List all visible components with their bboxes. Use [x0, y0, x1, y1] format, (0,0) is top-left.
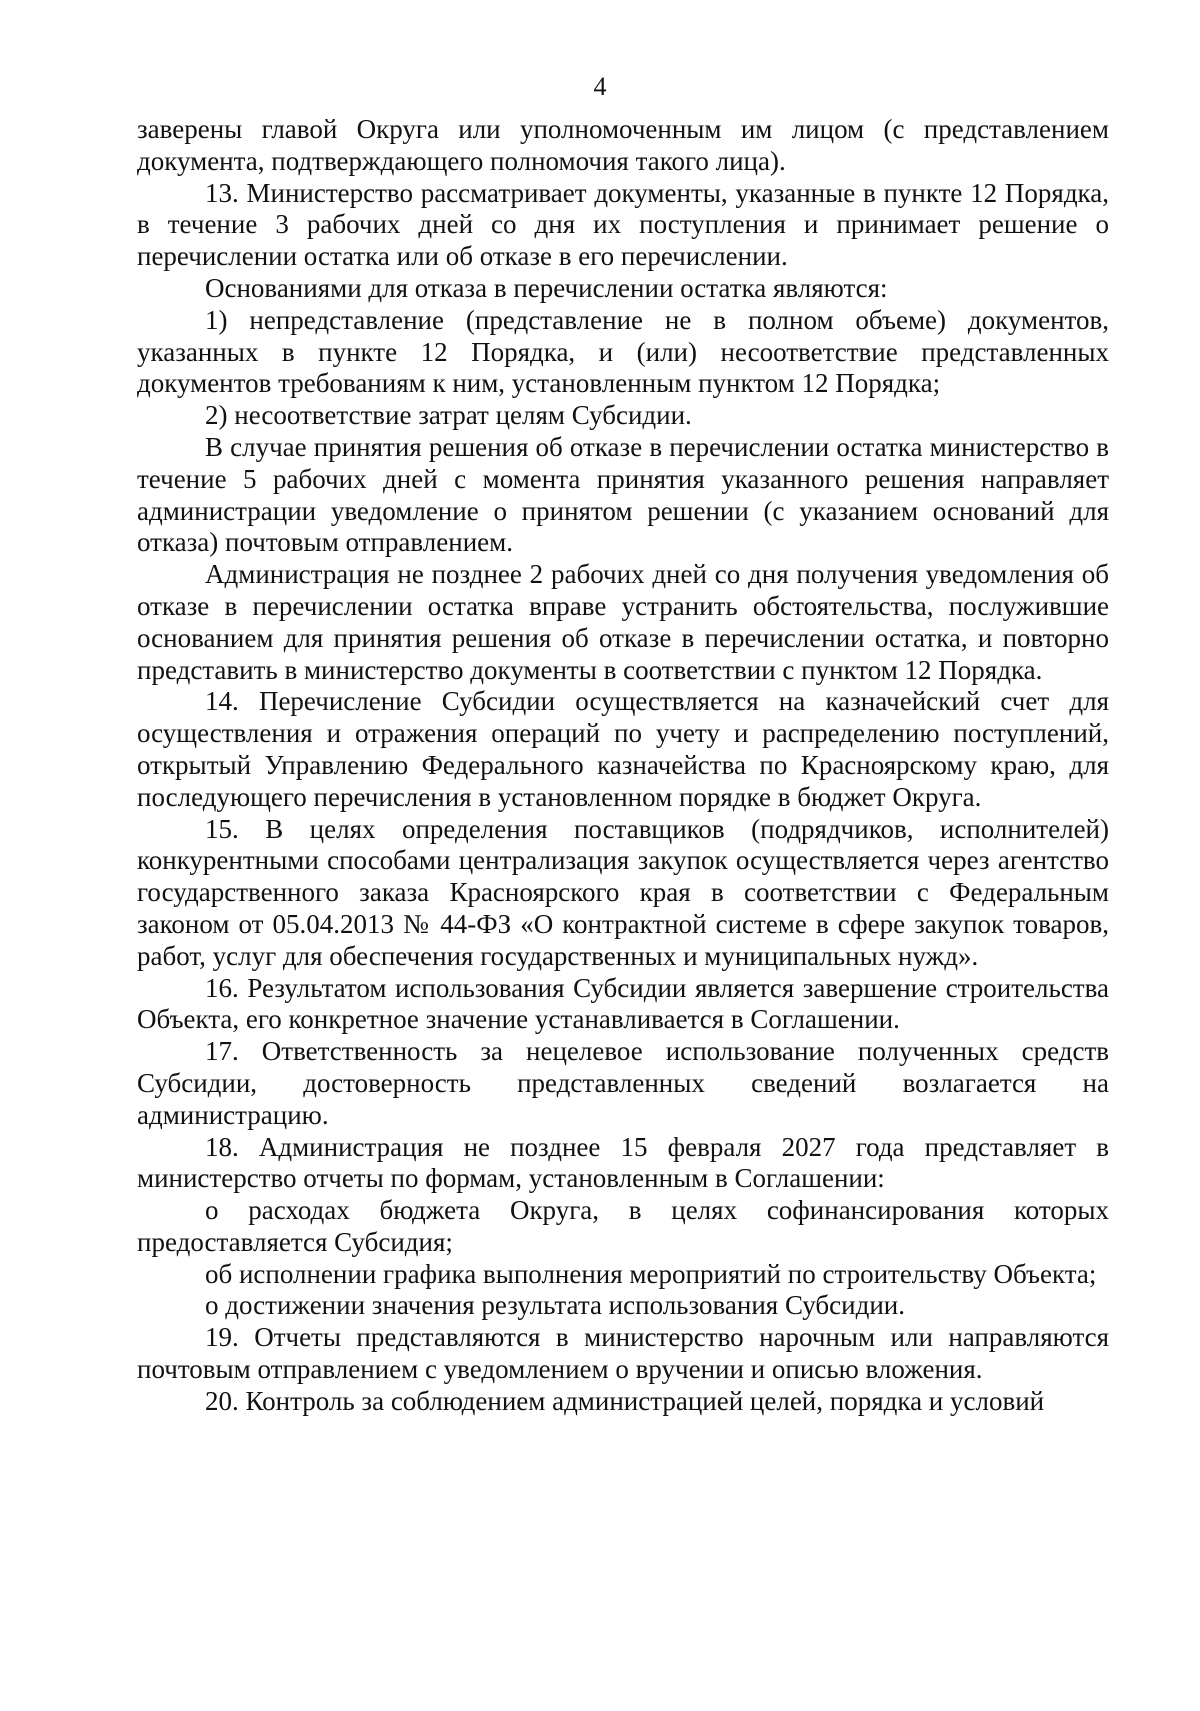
list-item: об исполнении графика выполнения мероприятий по строительству Объекта;	[205, 1258, 1097, 1289]
paragraph: Администрация не позднее 2 рабочих дней со дня получения уведомления об отказе в перечислении остатка вправе устранить обстоятельства, послужившие основанием для принятия решения об отказе в перечислении остатка, и повторно представить в министерство документы в соответствии с пунктом 12 Порядка.	[137, 559, 1109, 685]
list-item: о достижении значения результата использования Субсидии.	[205, 1290, 905, 1321]
paragraph-item-15: 15. В целях определения поставщиков (подрядчиков, исполнителей) конкурентными способами централизация закупок осуществляется через агентство государственного заказа Красноярского края в соответствии с Федеральным законом от 05.04.2013 № 44-ФЗ «О контрактной системе в сфере закупок товаров, работ, услуг для обеспечения государственных и муниципальных нужд».	[137, 813, 1109, 971]
paragraph-item-17: 17. Ответственность за нецелевое использование полученных средств Субсидии, достоверность представленных сведений возлагается на администрацию.	[137, 1036, 1109, 1130]
list-item: 2) несоответствие затрат целям Субсидии.	[205, 400, 692, 431]
paragraph: Основаниями для отказа в перечислении остатка являются:	[205, 272, 888, 303]
document-body	[137, 114, 1109, 1418]
paragraph-item-20: 20. Контроль за соблюдением администрацией целей, порядка и условий	[205, 1385, 1045, 1416]
paragraph: заверены главой Округа или уполномоченным им лицом (с представлением документа, подтверждающего полномочия такого лица).	[137, 114, 1109, 176]
page-number: 4	[593, 72, 607, 101]
paragraph-item-14: 14. Перечисление Субсидии осуществляется на казначейский счет для осуществления и отражения операций по учету и распределению поступлений, открытый Управлению Федерального казначейства по Красноярскому краю, для последующего перечисления в установленном порядке в бюджет Округа.	[137, 686, 1109, 812]
paragraph-item-13: 13. Министерство рассматривает документы, указанные в пункте 12 Порядка, в течение 3 рабочих дней со дня их поступления и принимает решение о перечислении остатка или об отказе в его перечислении.	[137, 177, 1109, 272]
list-item: 1) непредставление (представление не в полном объеме) документов, указанных в пункте 12 Порядка, и (или) несоответствие представленных документов требованиям к ним, установленным пунктом 12 Порядка;	[137, 304, 1109, 399]
paragraph-item-19: 19. Отчеты представляются в министерство нарочным или направляются почтовым отправлением с уведомлением о вручении и описью вложения.	[137, 1322, 1109, 1385]
list-item: о расходах бюджета Округа, в целях софинансирования которых предоставляется Субсидия;	[137, 1195, 1109, 1257]
paragraph-item-18: 18. Администрация не позднее 15 февраля 2027 года представляет в министерство отчеты по формам, установленным в Соглашении:	[137, 1131, 1109, 1194]
paragraph-item-16: 16. Результатом использования Субсидии является завершение строительства Объекта, его конкретное значение устанавливается в Соглашении.	[137, 972, 1109, 1035]
paragraph: В случае принятия решения об отказе в перечислении остатка министерство в течение 5 рабочих дней с момента принятия указанного решения направляет администрации уведомление о принятом решении (с указанием оснований для отказа) почтовым отправлением.	[137, 431, 1109, 558]
